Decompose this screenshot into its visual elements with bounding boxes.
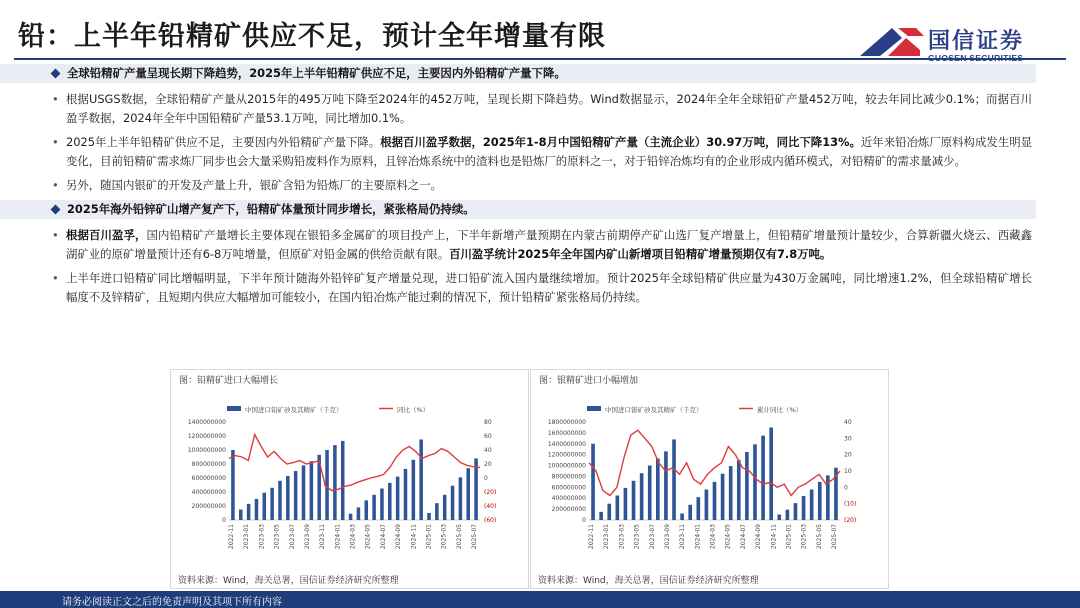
page-header (0, 0, 1080, 64)
topic-text: 全球铅精矿产量呈现长期下降趋势，2025年上半年铅精矿供应不足，主要因内外铅精矿产量下降。 (67, 66, 566, 80)
bar (255, 499, 259, 520)
bar (270, 488, 274, 520)
bar (396, 477, 400, 520)
bar (777, 515, 781, 520)
bar (721, 474, 725, 520)
chart-source-1: 资料来源：Wind，海关总署，国信证券经济研究所整理 (178, 576, 399, 586)
guosen-logo (858, 22, 1068, 64)
x-tick-label: 2022-11 (228, 524, 235, 550)
x-tick-label: 2025-07 (831, 524, 838, 550)
x-tick-label: 2023-11 (679, 524, 687, 550)
chart-legend (587, 405, 802, 414)
chart-title: 图：银精矿进口小幅增加 (539, 376, 639, 386)
bullet-imports (52, 269, 1032, 307)
right-tick-label: (60) (484, 517, 497, 524)
bar (745, 452, 749, 520)
section-topic-1 (0, 64, 1036, 83)
x-tick-label: 2024-05 (724, 524, 732, 550)
left-tick-label: 200000000 (551, 506, 586, 514)
x-tick-label: 2024-07 (739, 524, 747, 550)
bar (365, 500, 369, 520)
x-tick-label: 2025-07 (471, 524, 478, 550)
bullet-h1-supply (52, 133, 1032, 171)
bar (713, 482, 717, 520)
bar (705, 490, 709, 520)
x-tick-label: 2024-07 (379, 524, 387, 550)
disclaimer-text: 请务必阅读正文之后的免责声明及其项下所有内容 (62, 597, 282, 608)
chart-legend (227, 405, 429, 414)
left-tick-label: 1000000000 (187, 447, 226, 454)
diamond-bullet-icon (51, 205, 61, 215)
left-tick-label: 800000000 (551, 473, 586, 481)
logo-text-cn: 国信证券 (928, 29, 1025, 54)
right-tick-label: (40) (484, 503, 497, 510)
x-tick-label: 2025-01 (425, 524, 433, 550)
x-tick-label: 2023-03 (618, 524, 626, 550)
x-tick-label: 2023-03 (258, 524, 266, 550)
topic-text: 2025年海外铅锌矿山增产复产下，铅精矿体量预计同步增长，紧张格局仍持续。 (67, 202, 475, 216)
bar (357, 507, 361, 520)
x-tick-label: 2024-03 (349, 524, 357, 550)
x-tick-label: 2023-05 (633, 524, 641, 550)
x-tick-label: 2024-11 (410, 524, 418, 550)
bar (419, 440, 423, 521)
guosen-logo-mark-icon (858, 22, 924, 62)
legend-label-line: 累计同比（%） (757, 406, 803, 414)
bullet-baichuan (52, 226, 1032, 264)
left-tick-label: 400000000 (191, 489, 226, 496)
bar (286, 476, 290, 520)
x-tick-label: 2023-01 (243, 524, 251, 550)
bullet-text: 近年来铅冶炼厂原料构成发生明显变化，目前铅精矿需求炼厂同步也会大量采购铅废料作为原料，且锌冶炼系统中的渣料也是铅炼厂的原料之一，对于铅锌冶炼均有的企业形成内循环模式，对铅精矿的需求量减少。 (66, 135, 1032, 168)
x-tick-label: 2024-09 (755, 524, 763, 550)
x-tick-label: 2024-01 (334, 524, 342, 550)
right-tick-label: (10) (844, 500, 857, 508)
bar (656, 458, 660, 520)
bar (664, 451, 668, 520)
bar (239, 510, 243, 521)
bar (737, 460, 741, 520)
bar (802, 496, 806, 520)
left-tick-label: 600000000 (191, 475, 226, 482)
bar (263, 493, 267, 520)
right-tick-label: 20 (484, 461, 492, 468)
left-tick-label: 200000000 (191, 503, 226, 510)
left-tick-label: 1000000000 (547, 462, 586, 470)
bar (648, 466, 652, 520)
section-topic-2 (0, 200, 1036, 219)
right-tick-label: 0 (484, 475, 488, 482)
bullet-silver (52, 176, 1032, 195)
bar (640, 473, 644, 520)
x-tick-label: 2025-03 (440, 524, 448, 550)
right-tick-label: (20) (484, 489, 497, 496)
bar (333, 445, 337, 520)
bar (688, 505, 692, 520)
left-tick-label: 1400000000 (187, 419, 226, 426)
x-tick-label: 2025-01 (785, 524, 793, 550)
left-tick-label: 1600000000 (547, 429, 586, 437)
legend-label-bar: 中国进口铅矿砂及其精矿（千克） (245, 406, 343, 414)
bullet-text: 另外，随国内银矿的开发及产量上升，银矿含铅为铅炼厂的主要原料之一。 (66, 178, 442, 192)
x-tick-label: 2023-09 (303, 524, 311, 550)
x-tick-label: 2023-07 (288, 524, 296, 550)
bar (451, 486, 455, 520)
bar (310, 461, 314, 520)
x-tick-label: 2024-05 (364, 524, 372, 550)
bullet-bold-text: 百川盈孚统计2025年全年国内矿山新增项目铅精矿增量预期仅有7.8万吨。 (449, 247, 832, 261)
right-tick-label: 60 (484, 433, 492, 440)
right-tick-label: 10 (844, 468, 852, 475)
bullet-text: 根据USGS数据，全球铅精矿产量从2015年的495万吨下降至2024年的452万吨，呈现长期下降趋势。Wind数据显示，2024年全年全球铅矿产量452万吨，较去年同比减少0.1%；而据百川盈孚数据，2024年全年中国铅精矿产量53.1万吨，同比增加0.1%。 (66, 92, 1032, 125)
x-tick-label: 2024-01 (694, 524, 702, 550)
chart-source-2: 资料来源：Wind，海关总署，国信证券经济研究所整理 (538, 576, 759, 586)
left-tick-label: 1200000000 (187, 433, 226, 440)
chart-svg (531, 370, 888, 588)
left-tick-label: 1400000000 (547, 440, 586, 448)
bar (607, 504, 611, 520)
right-tick-label: 40 (484, 447, 492, 454)
bar (435, 503, 439, 520)
legend-swatch-bar (227, 406, 241, 411)
bar (753, 444, 757, 520)
left-tick-label: 800000000 (191, 461, 226, 468)
bar (761, 436, 765, 520)
bar (696, 497, 700, 520)
bar (810, 490, 814, 520)
page-footer (0, 591, 1080, 608)
main-content (52, 64, 1032, 312)
x-tick-label: 2024-09 (395, 524, 403, 550)
bar (624, 488, 628, 520)
right-tick-label: 40 (844, 419, 852, 426)
right-tick-label: 30 (844, 435, 852, 443)
bar (466, 468, 470, 520)
series-line (229, 435, 480, 491)
x-tick-label: 2023-05 (273, 524, 281, 550)
left-tick-label: 1800000000 (547, 419, 586, 426)
bar (231, 450, 235, 520)
bar (278, 481, 282, 520)
right-tick-label: (20) (844, 517, 857, 524)
bar (427, 513, 431, 520)
bar (459, 477, 463, 520)
legend-label-bar: 中国进口银矿砂及其精矿（千克） (605, 406, 703, 414)
x-tick-label: 2022-11 (588, 524, 595, 550)
legend-swatch-bar (587, 406, 601, 411)
bar (672, 439, 676, 520)
bullet-text: 国内铅精矿产量增长主要体现在银铅多金属矿的项目投产上，下半年新增产量预期在内蒙古前期停产矿山选厂复产增量上，但铅精矿增量预计量较少，合算新疆火烧云、西藏鑫湖矿业的原矿增量预计还有6-8万吨增量，但原矿对铅金属的供给贡献有限。 (66, 228, 1032, 261)
right-tick-label: 80 (484, 419, 492, 426)
x-tick-label: 2023-07 (648, 524, 656, 550)
bar (794, 503, 798, 520)
bullet-text: 2025年上半年铅精矿供应不足，主要因内外铅精矿产量下降。 (66, 135, 381, 149)
bar (599, 512, 603, 520)
legend-label-line: 同比（%） (397, 406, 430, 414)
bar (294, 471, 298, 520)
bar (769, 427, 773, 520)
right-tick-label: 0 (844, 484, 848, 492)
bullet-bold-text: 根据百川盈孚， (66, 228, 147, 242)
x-tick-label: 2025-05 (455, 524, 463, 550)
bar (680, 513, 684, 520)
bar (247, 504, 251, 520)
bar (372, 495, 376, 520)
bar (616, 496, 620, 521)
bar (591, 444, 595, 520)
x-tick-label: 2025-05 (815, 524, 823, 550)
x-tick-label: 2023-11 (319, 524, 327, 550)
right-tick-label: 20 (844, 451, 852, 459)
bar (349, 514, 353, 520)
bullet-usgs (52, 90, 1032, 128)
bar (632, 481, 636, 520)
page-title: 铅：上半年铅精矿供应不足，预计全年增量有限 (18, 21, 606, 52)
left-tick-label: 1200000000 (547, 451, 586, 459)
chart-silver-imports (530, 369, 889, 589)
bar (341, 441, 345, 520)
chart-title: 图：铅精矿进口大幅增长 (179, 376, 279, 386)
x-tick-label: 2024-03 (709, 524, 717, 550)
bar (729, 466, 733, 520)
bar (404, 469, 408, 520)
left-tick-label: 600000000 (551, 484, 586, 492)
x-tick-label: 2024-11 (770, 524, 778, 550)
chart-lead-imports (170, 369, 529, 589)
chart-svg (171, 370, 528, 588)
x-tick-label: 2025-03 (800, 524, 808, 550)
left-tick-label: 400000000 (551, 495, 586, 503)
bar (388, 483, 392, 520)
left-tick-label: 0 (222, 517, 226, 524)
logo-text-en: GUOSEN SECURITIES (928, 53, 1024, 63)
bar (412, 460, 416, 520)
bar (443, 495, 447, 520)
bar (302, 465, 306, 520)
bullet-bold-text: 根据百川盈孚数据，2025年1-8月中国铅精矿产量（主流企业）30.97万吨，同比下降13%。 (380, 135, 861, 149)
bullet-text: 上半年进口铅精矿同比增幅明显，下半年预计随海外铅锌矿复产增量兑现，进口铅矿流入国内量继续增加。预计2025年全球铅精矿供应量为430万金属吨，同比增速1.2%，但全球铅精矿增长幅度不及锌精矿，且短期内供应大幅增加可能较小，在国内铅冶炼产能过剩的情况下，预计铅精矿紧张格局仍持续。 (66, 271, 1032, 304)
x-tick-label: 2023-01 (603, 524, 611, 550)
bar (380, 489, 384, 521)
left-tick-label: 0 (582, 517, 586, 524)
bar (786, 510, 790, 520)
diamond-bullet-icon (51, 69, 61, 79)
x-tick-label: 2023-09 (663, 524, 671, 550)
bar (818, 482, 822, 520)
